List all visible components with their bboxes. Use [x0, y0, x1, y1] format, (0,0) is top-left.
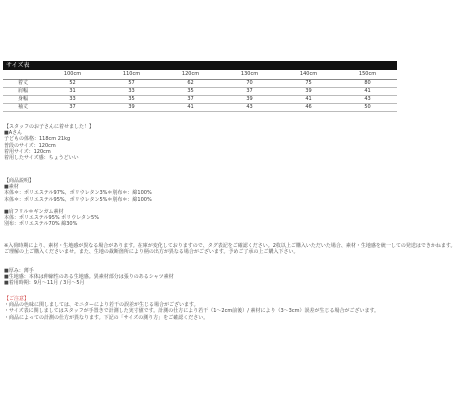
caution-section	[4, 296, 396, 321]
table-row	[3, 79, 397, 87]
table-cell: 41	[279, 95, 338, 103]
text-line: ■厚み：薄手	[4, 268, 34, 274]
caution-line: ・サイズ表に関しましてはスタッフが手置きで計測した実寸値です。計測の仕方により若干（1～2cm前後）/ 素材により（3～3cm）誤差が生じる場合がございます。	[4, 308, 380, 315]
row-label: 袖丈	[3, 103, 43, 111]
text-line: 本体＊：ポリエステル95%、ポリウレタン5%＊別布＊：綿100%	[4, 196, 152, 203]
table-cell: 57	[102, 79, 161, 87]
table-cell: 75	[279, 79, 338, 87]
text-line: 本体＊：ポリエステル97%、ポリウレタン3%＊別布＊：綿100%	[4, 190, 152, 197]
notice-line: ご理解の上ご購入くださいませ。また、生地の裁断箇所により柄の出方が異なる場合がございます。予めご了承の上ご購入下さい。	[4, 249, 299, 256]
caution-line: ・商品の色味に関しましては、モニターにより若干の誤差が生じる場合がございます。	[4, 302, 199, 309]
table-cell: 31	[43, 87, 102, 95]
row-label: 着丈	[3, 79, 43, 87]
size-table	[3, 71, 397, 112]
caution-line: ・商品によっての計測の仕方が異なります。下記の「サイズの測り方」をご確認ください。	[4, 314, 209, 321]
text-line: 着用サイズ：120cm	[4, 148, 51, 155]
column-header: 100cm	[43, 71, 102, 79]
notice-section	[4, 243, 455, 256]
table-cell: 80	[338, 79, 397, 87]
table-cell: 33	[43, 95, 102, 103]
column-header: 140cm	[279, 71, 338, 79]
table-cell: 35	[102, 95, 161, 103]
size-table-header: サイズ表	[3, 61, 397, 70]
table-cell: 43	[220, 103, 279, 111]
column-header: 120cm	[161, 71, 220, 79]
table-cell: 50	[338, 103, 397, 111]
table-cell: 43	[338, 95, 397, 103]
text-line: ■素材	[4, 184, 19, 191]
text-line: 別布：ポリエステル70% 綿30%	[4, 221, 78, 228]
text-line: ■着用時期：9月～11月 / 3月～5月	[4, 280, 85, 287]
table-cell: 46	[279, 103, 338, 111]
table-row	[3, 95, 397, 103]
section-title: 【ご注意】	[4, 296, 30, 302]
table-cell: 33	[102, 87, 161, 95]
table-cell: 39	[220, 95, 279, 103]
row-label: 身幅	[3, 95, 43, 103]
column-header: 150cm	[338, 71, 397, 79]
text-line: 本体：ポリエステル95% ポリウレタン5%	[4, 215, 99, 222]
product-section	[4, 178, 396, 227]
text-line: ■生地感：本体は伸縮性のある生地感。異素材部分は張りのあるシャツ素材	[4, 274, 174, 281]
table-cell: 37	[220, 87, 279, 95]
table-cell: 35	[161, 87, 220, 95]
table-row	[3, 87, 397, 95]
table-cell: 37	[43, 103, 102, 111]
table-cell: 37	[161, 95, 220, 103]
table-cell: 39	[279, 87, 338, 95]
table-cell: 41	[161, 103, 220, 111]
section-title: 【スタッフのお子さんに着せました！】	[4, 124, 95, 130]
row-label: 肩幅	[3, 87, 43, 95]
feature-section	[4, 268, 396, 287]
table-cell: 62	[161, 79, 220, 87]
notice-line: ※入荷時期により、素材・生地感が異なる場合があります。在庫が変化しておりますので、タグ表記をご確認ください。2枚以上ご購入いただいた場合、素材・生地感を統一しての発送はできかねます。	[4, 243, 455, 249]
column-header: 110cm	[102, 71, 161, 79]
text-line: 子どもの体格：118cm 21kg	[4, 136, 71, 143]
table-cell: 39	[102, 103, 161, 111]
text-line: ■Aさん	[4, 130, 23, 137]
table-cell: 52	[43, 79, 102, 87]
table-row	[3, 103, 397, 111]
section-title: 【商品説明】	[4, 178, 35, 184]
size-table-header-row	[3, 71, 397, 79]
column-header: 130cm	[220, 71, 279, 79]
text-line: ■肩フリル＊ギンガム素材	[4, 208, 64, 215]
text-line: 普段のサイズ：120cm	[4, 142, 56, 149]
table-cell: 70	[220, 79, 279, 87]
column-header	[3, 71, 43, 79]
staff-section	[4, 124, 396, 161]
table-cell: 41	[338, 87, 397, 95]
text-line: 着用したサイズ感：ちょうどいい	[4, 155, 79, 162]
